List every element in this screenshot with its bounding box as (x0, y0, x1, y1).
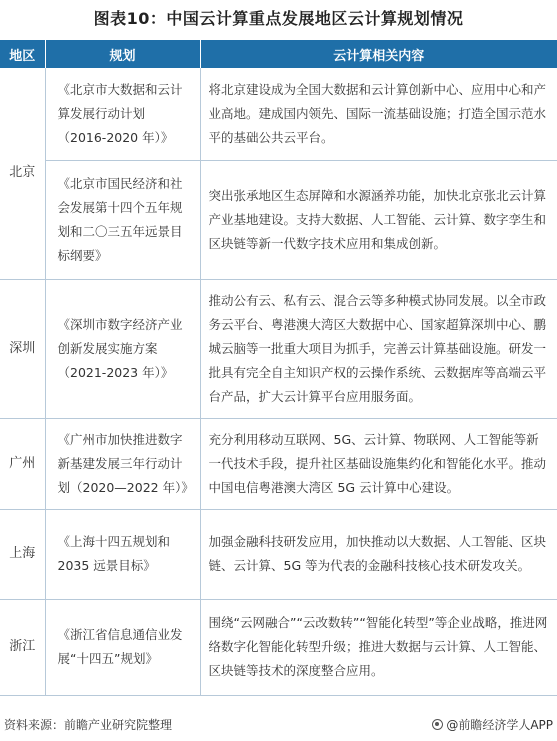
plan-cell: 《深圳市数字经济产业创新发展实施方案（2021-2023 年）》 (45, 279, 200, 418)
table-row (0, 509, 557, 599)
region-cell: 深圳 (0, 279, 45, 418)
table-row (0, 68, 557, 160)
plan-cell: 《浙江省信息通信业发展“十四五”规划》 (45, 599, 200, 695)
plan-cell: 《北京市大数据和云计算发展行动计划（2016-2020 年）》 (45, 68, 200, 160)
header-plan: 规划 (45, 40, 200, 68)
region-cell: 浙江 (0, 599, 45, 695)
brand (432, 716, 553, 733)
region-cell: 上海 (0, 509, 45, 599)
content-cell: 推动公有云、私有云、混合云等多种模式协同发展。以全市政务云平台、粤港澳大湾区大数据中心、国家超算深圳中心、鹏城云脑等一批重大项目为抓手，完善云计算基础设施。研发一批具有完全自主知识产权的云操作系统、云数据库等高端云平台产品，扩大云计算平台应用服务面。 (200, 279, 557, 418)
table-row (0, 599, 557, 695)
page-title: 图表10：中国云计算重点发展地区云计算规划情况 (93, 9, 464, 28)
table-row (0, 160, 557, 279)
region-cell: 广州 (0, 418, 45, 509)
plan-cell: 《北京市国民经济和社会发展第十四个五年规划和二〇三五年远景目标纲要》 (45, 160, 200, 279)
brand-logo-icon (432, 719, 443, 730)
content-cell: 围绕“云网融合”“云改数转”“智能化转型”等企业战略，推进网络数字化智能化转型升级；推进大数据与云计算、人工智能、区块链等技术的深度整合应用。 (200, 599, 557, 695)
brand-label: @前瞻经济学人APP (446, 718, 553, 732)
plan-cell: 《上海十四五规划和 2035 远景目标》 (45, 509, 200, 599)
content-cell: 将北京建设成为全国大数据和云计算创新中心、应用中心和产业高地。建成国内领先、国际一流基础设施；打造全国示范水平的基础公共云平台。 (200, 68, 557, 160)
table-header-row (0, 40, 557, 68)
region-cell: 北京 (0, 68, 45, 279)
plan-cell: 《广州市加快推进数字新基建发展三年行动计划（2020—2022 年）》 (45, 418, 200, 509)
table-row (0, 279, 557, 418)
table-row (0, 418, 557, 509)
content-cell: 突出张承地区生态屏障和水源涵养功能，加快北京张北云计算产业基地建设。支持大数据、人工智能、云计算、数字孪生和区块链等新一代数字技术应用和集成创新。 (200, 160, 557, 279)
header-content: 云计算相关内容 (200, 40, 557, 68)
footer (0, 714, 557, 734)
content-cell: 加强金融科技研发应用，加快推动以大数据、人工智能、区块链、云计算、5G 等为代表的金融科技核心技术研发攻关。 (200, 509, 557, 599)
source-note: 资料来源：前瞻产业研究院整理 (4, 718, 173, 732)
header-region: 地区 (0, 40, 45, 68)
plans-table (0, 40, 557, 696)
content-cell: 充分利用移动互联网、5G、云计算、物联网、人工智能等新一代技术手段，提升社区基础设施集约化和智能化水平。推动中国电信粤港澳大湾区 5G 云计算中心建设。 (200, 418, 557, 509)
